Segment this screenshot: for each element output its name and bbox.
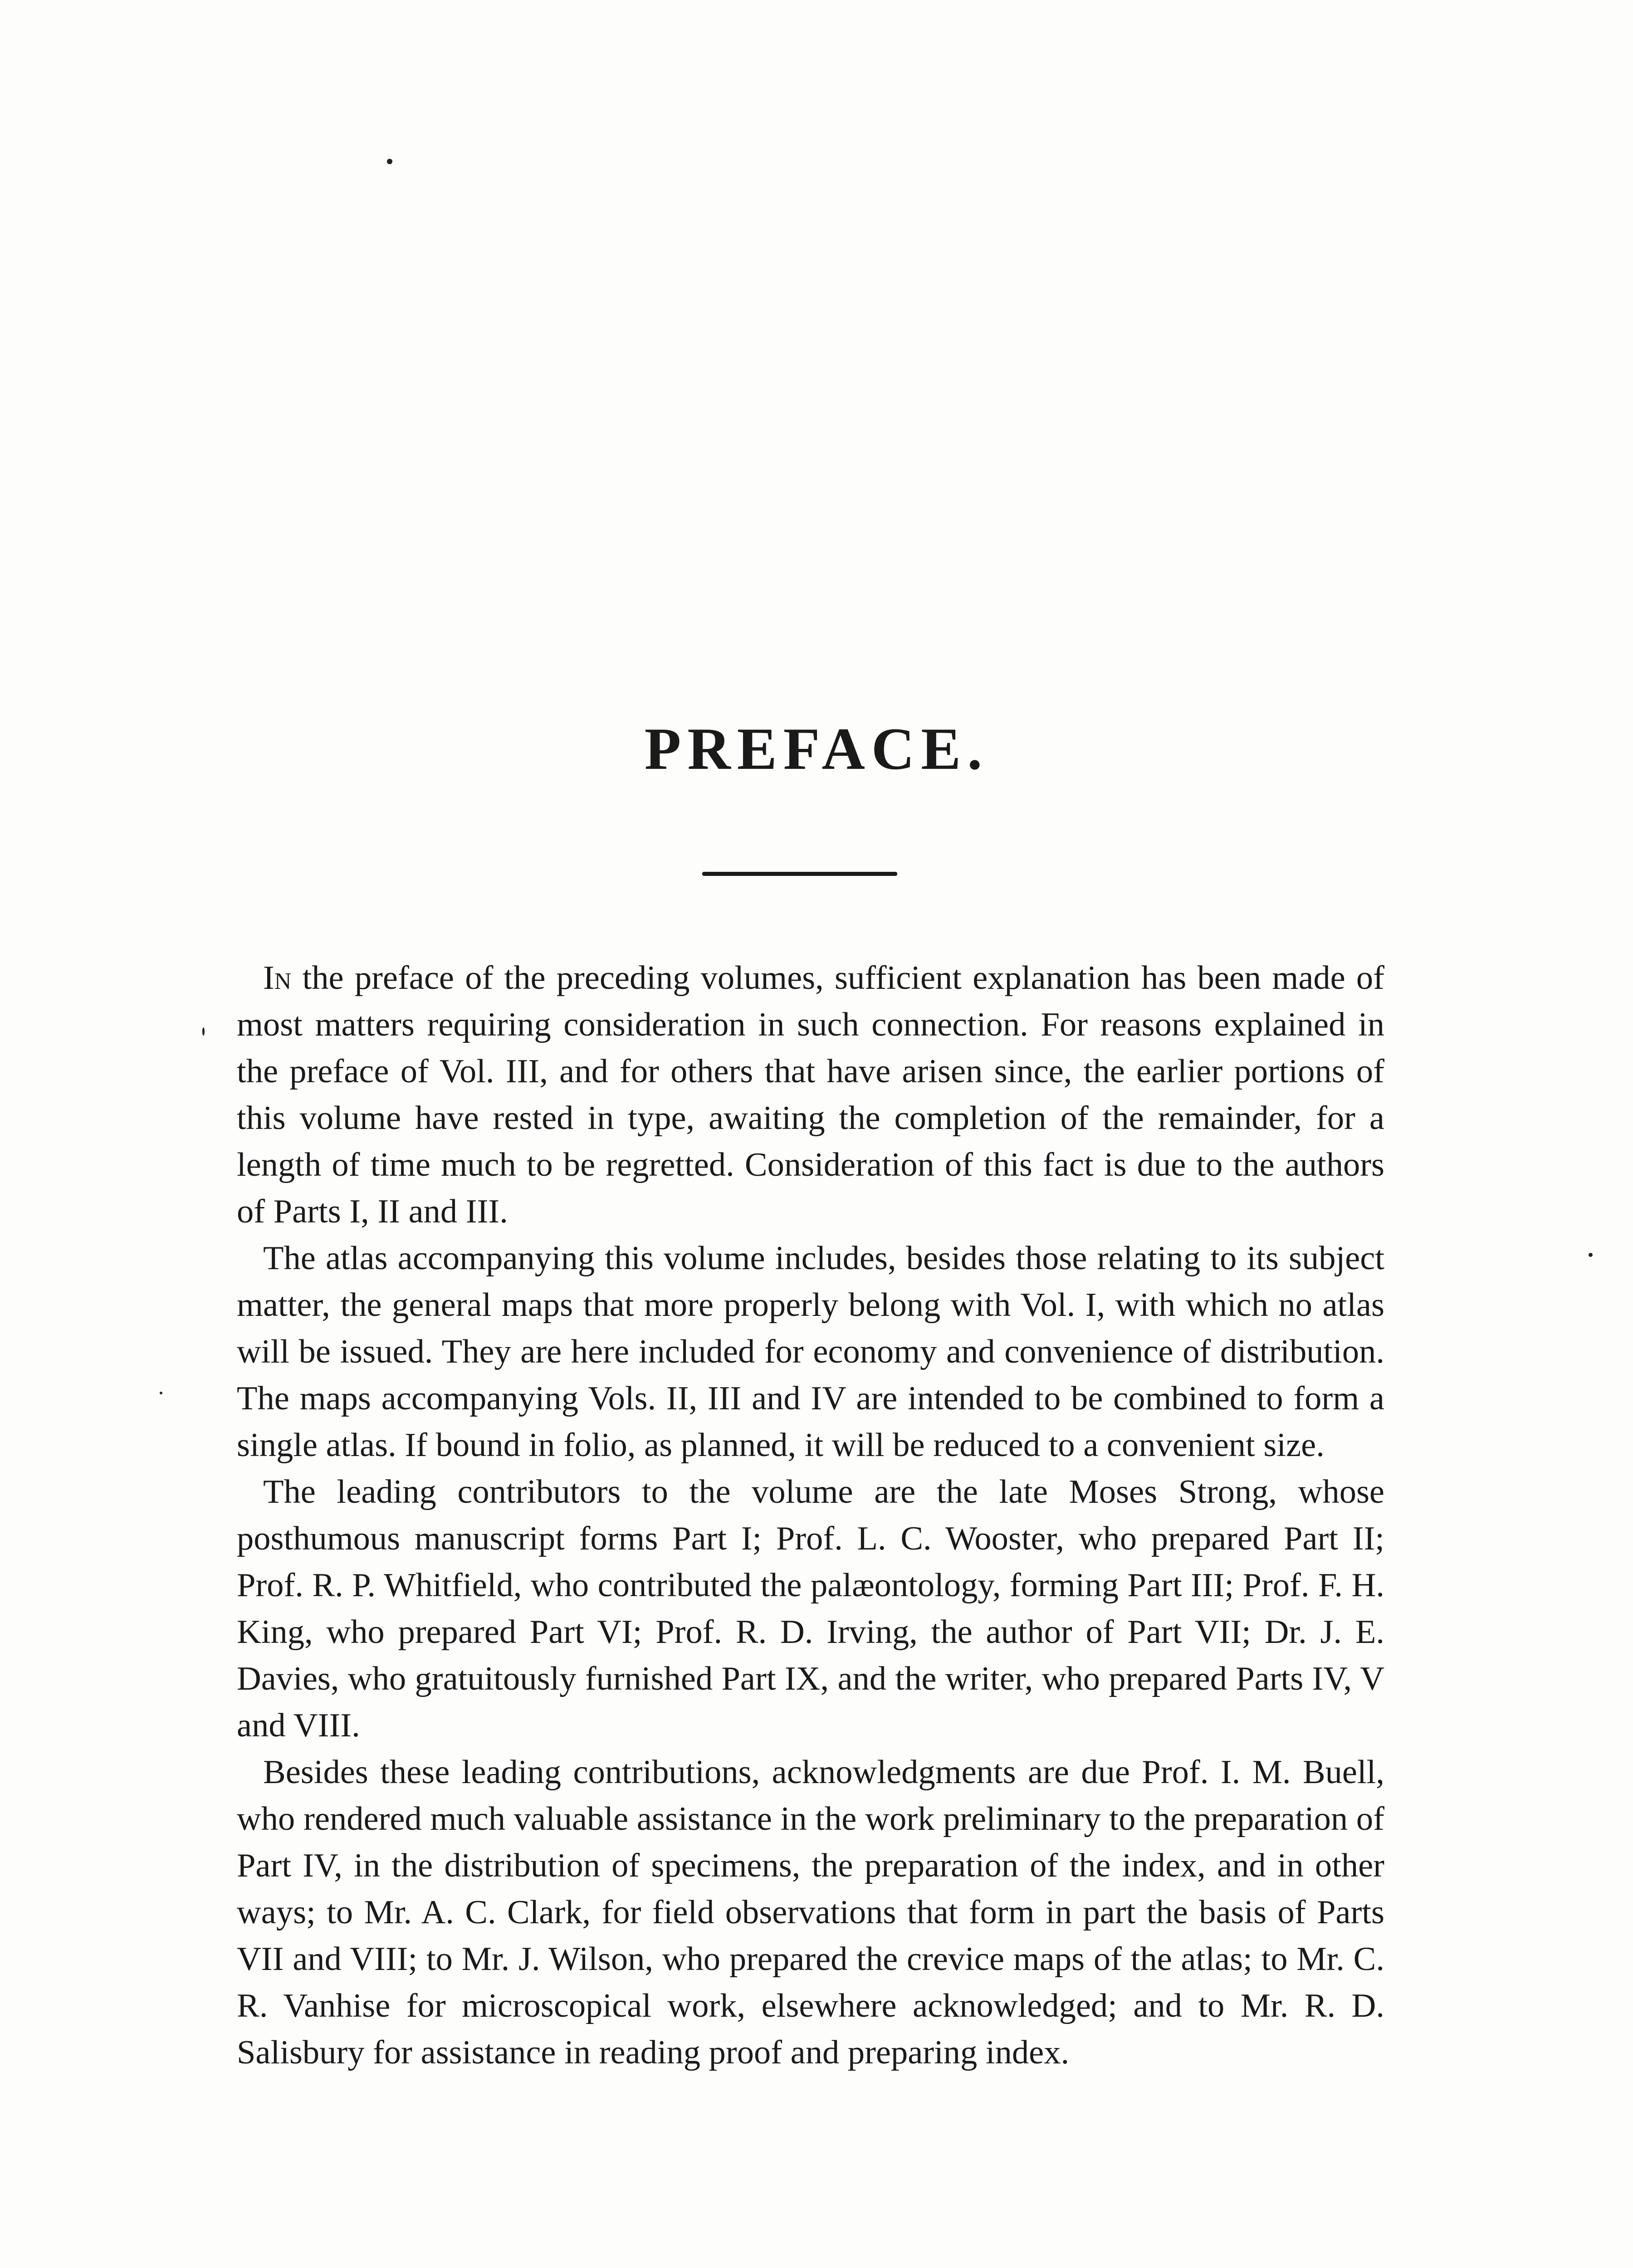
paragraph-text: the preface of the preceding volumes, sufficient explanation has been made of most matters requiring consideration in such connection. For reasons explained in the preface of Vol. III, and for others that have arisen since, the earlier portions of this volume have rested in type, awaiting the completion of the remainder, for a length of time much to be regretted. Consideration of this fact is due to the authors of Parts I, II and III. xyxy=(237,959,1384,1230)
preface-body xyxy=(237,955,1384,2076)
paragraph: The leading contributors to the volume are the late Moses Strong, whose posthumous manuscript forms Part I; Prof. L. C. Wooster, who prepared Part II; Prof. R. P. Whitfield, who contributed the palæontology, forming Part III; Prof. F. H. King, who prepared Part VI; Prof. R. D. Irving, the author of Part VII; Dr. J. E. Davies, who gratuitously furnished Part IX, and the writer, who prepared Parts IV, V and VIII. xyxy=(237,1473,1384,1744)
print-speck xyxy=(387,159,392,164)
title-rule xyxy=(702,872,897,876)
paragraph-lead: In xyxy=(263,959,292,997)
paragraph xyxy=(237,955,1384,1235)
print-speck xyxy=(1589,1253,1593,1257)
paragraph: Besides these leading contributions, acknowledgments are due Prof. I. M. Buell, who rendered much valuable assistance in the work preliminary to the preparation of Part IV, in the distribution of specimens, the preparation of the index, and in other ways; to Mr. A. C. Clark, for field observations that form in part the basis of Parts VII and VIII; to Mr. J. Wilson, who prepared the crevice maps of the atlas; to Mr. C. R. Vanhise for microscopical work, elsewhere acknowledged; and to Mr. R. D. Salisbury for assistance in reading proof and preparing index. xyxy=(237,1754,1384,2071)
print-speck xyxy=(160,1392,162,1394)
print-speck xyxy=(202,1027,205,1036)
page-title: PREFACE. xyxy=(644,715,989,782)
paragraph: The atlas accompanying this volume includes, besides those relating to its subject matter, the general maps that more properly belong with Vol. I, with which no atlas will be issued. They are here included for economy and convenience of distribution. The maps accompanying Vols. II, III and IV are intended to be combined to form a single atlas. If bound in folio, as planned, it will be reduced to a convenient size. xyxy=(237,1240,1384,1464)
